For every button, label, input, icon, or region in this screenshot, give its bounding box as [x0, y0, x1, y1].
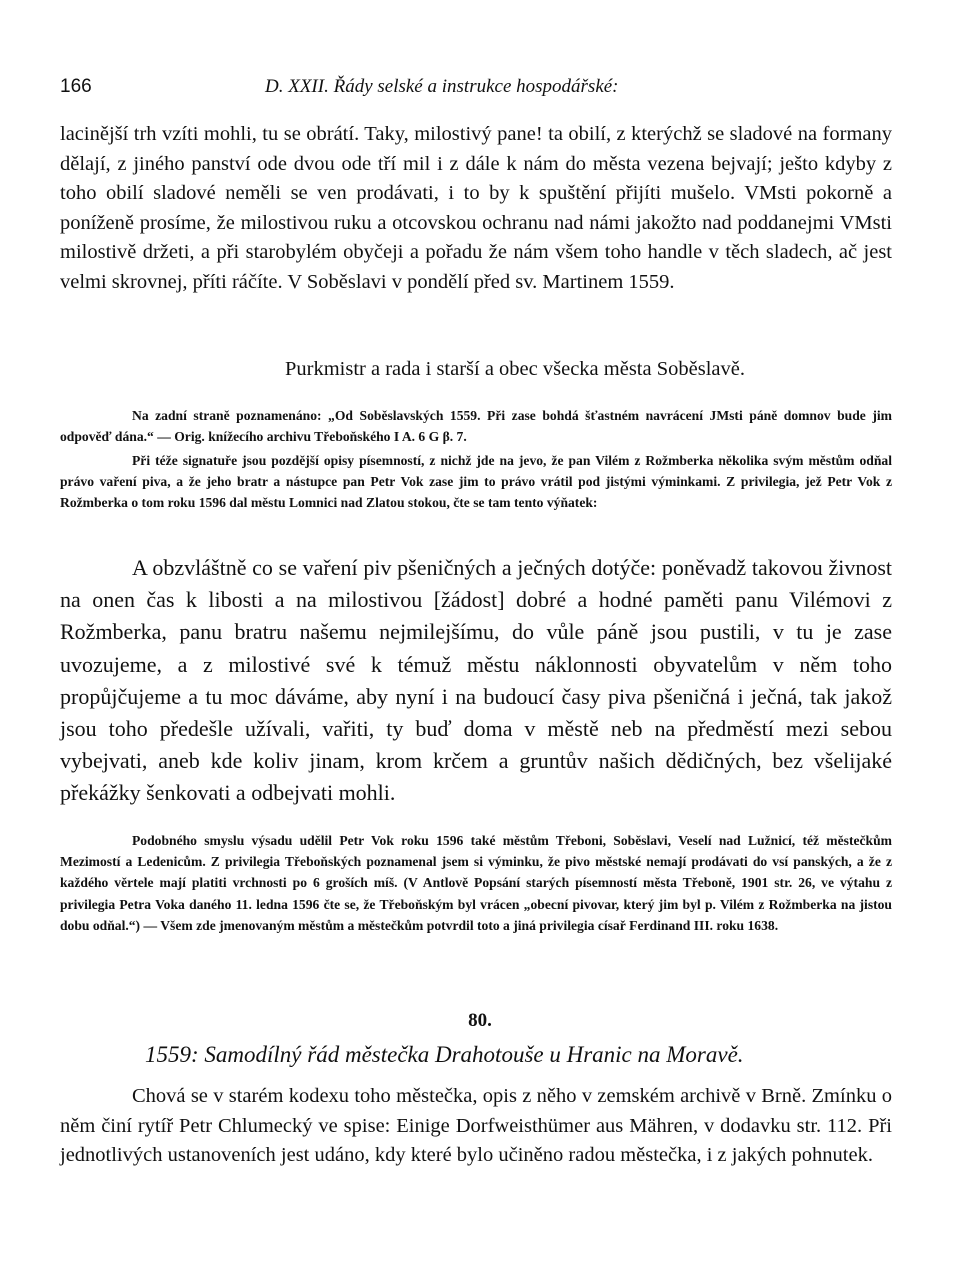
section-number: 80. — [468, 1010, 492, 1031]
body-paragraph-1: lacinější trh vzíti mohli, tu se obrátí. Taky, milostivý pane! ta obilí, z kterýchž se sladové na formany dělají, z jiného panství ode dvou ode tří mil i z dále k nám do města vezena bejvají; ješto kdyby z toho obilí sladové neměli se ven prodávati, i to by k spuštění přijíti mušelo. VMsti pokorně a poníženě prosíme, že milostivou ruku a otcovskou ochranu nad námi jakožto nad poddanejmi VMsti milostivě držeti, a při starobylém obyčeji a pořadu že nám všem toho handle v těch sladech, ač jest velmi skrovnej, příti ráčíte. V Soběslavi v pondělí před sv. Martinem 1559. — [60, 123, 892, 293]
privilege-excerpt: A obzvláštně co se vaření piv pšeničných a ječných dotýče: poněvadž takovou živnost na onen čas k libosti a na milostivou [žádost] dobré a hodné paměti panu Vilémovi z Rožmberka, panu bratru našemu nejmilejšímu, do vůle páně jsou pustili, v tu je zase uvozujeme, a z milostivé své k témuž městu náklonnosti obyvatelům v něm toho propůjčujeme a tu moc dáváme, aby nyní i na budoucí časy piva pšeničná i ječná, tak jakož jsou toho předešle užívali, vařiti, ty buď doma v městě neb na předměstí mezi sebou vybejvati, aneb kde koliv jinam, krom krčem a gruntův našich dědičných, bez všelijaké překážky šenkovati a odbejvati mohli. — [60, 555, 892, 806]
footnote-2: Při téže signatuře jsou pozdější opisy písemností, z nichž jde na jevo, že pan Vilém z Rožmberka několika svým městům odňal právo vaření piva, a že jeho bratr a nástupce pan Petr Vok zase jim to právo vrátil pod jistými výminkami. Z privilegia, jež Petr Vok z Rožmberka o tom roku 1596 dal městu Lomnici nad Zlatou stokou, čte se tam tento výňatek: — [60, 453, 892, 511]
page-number: 166 — [60, 76, 92, 97]
signature-line: Purkmistr a rada i starší a obec všecka města Soběslavě. — [285, 358, 745, 380]
section-intro-paragraph: Chová se v starém kodexu toho městečka, opis z něho v zemském archivě v Brně. Zmínku o něm činí rytíř Petr Chlumecký ve spise: Einige Dorfweisthümer aus Mähren, v dodavku str. 112. Při jednotlivých ustanoveních jest udáno, kdy které bylo učiněno radou městečka, i z jakých pohnutek. — [60, 1085, 892, 1166]
page-header — [60, 76, 900, 102]
footnote-3: Podobného smyslu výsadu udělil Petr Vok roku 1596 také městům Třeboni, Soběslavi, Veselí nad Lužnicí, též městečkům Mezimostí a Ledenicům. Z privilegia Třeboňských poznamenal jsem si výminku, že pivo městské nemají prodávati do vsí panských, a že z každého věrtele mají platiti vrchnosti po 6 groších míš. (V Antlově Popsání starých písemností města Třeboně, 1901 str. 26, ve výtahu z privilegia Petra Voka daného 11. ledna 1596 čte se, že Třeboňským byl vrácen „obecní pivovar, který jim byl p. Vilém z Rožmberka na jistou dobu odňal.“) — Všem zde jmenovaným městům a městečkům potvrdil toto a jiná privilegia císař Ferdinand III. roku 1638. — [60, 833, 892, 933]
running-head: D. XXII. Řády selské a instrukce hospodářské: — [265, 76, 619, 97]
section-title: 1559: Samodílný řád městečka Drahotouše u Hranic na Moravě. — [145, 1042, 744, 1067]
footnote-1: Na zadní straně poznamenáno: „Od Soběslavských 1559. Při zase bohdá šťastném navrácení JMsti páně domnov bude jim odpověď dána.“ — Orig. knížecího archivu Třeboňského I A. 6 G β. 7. — [60, 408, 892, 445]
